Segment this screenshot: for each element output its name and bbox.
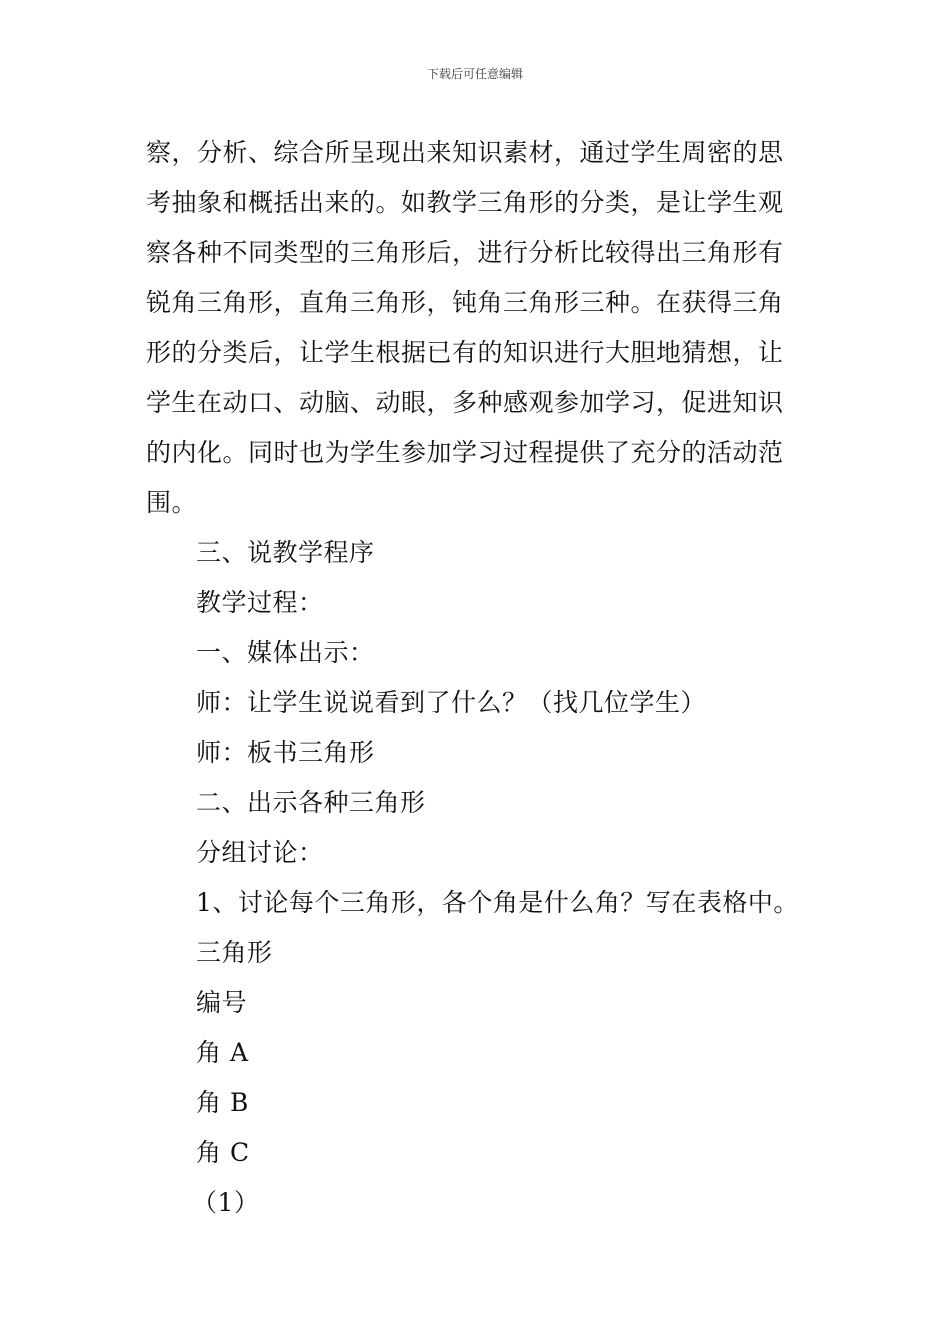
paragraph-line: 形的分类后，让学生根据已有的知识进行大胆地猜想，让 [146, 338, 784, 367]
table-header-cell: 角 C [196, 1138, 250, 1167]
table-header-cell: 角 B [196, 1088, 249, 1117]
paragraph-block [146, 128, 808, 528]
step-heading: 一、媒体出示： [196, 638, 375, 667]
dialogue-line: 师：让学生说说看到了什么？（找几位学生） [196, 688, 707, 717]
section-heading: 三、说教学程序 [196, 538, 375, 567]
dialogue-line: 师：板书三角形 [196, 738, 375, 767]
table-header-cell: 三角形 [196, 938, 273, 967]
page-header: 下载后可任意编辑 [426, 67, 523, 81]
document-body [146, 128, 808, 1228]
subheading: 分组讨论： [196, 838, 324, 867]
paragraph-line: 围。 [146, 488, 198, 517]
table-header-cell: 角 A [196, 1038, 249, 1067]
subheading: 教学过程： [196, 588, 324, 617]
paragraph-line: 察，分析、综合所呈现出来知识素材，通过学生周密的思 [146, 138, 784, 167]
table-row-label: （1） [192, 1188, 260, 1217]
paragraph-line: 锐角三角形，直角三角形，钝角三角形三种。在获得三角 [146, 288, 784, 317]
paragraph-line: 察各种不同类型的三角形后，进行分析比较得出三角形有 [146, 238, 784, 267]
paragraph-line: 的内化。同时也为学生参加学习过程提供了充分的活动范 [146, 438, 784, 467]
table-header-cell: 编号 [196, 988, 248, 1017]
paragraph-line: 学生在动口、动脑、动眼，多种感观参加学习，促进知识 [146, 388, 784, 417]
step-heading: 二、出示各种三角形 [196, 788, 426, 817]
paragraph-line: 考抽象和概括出来的。如教学三角形的分类，是让学生观 [146, 188, 784, 217]
instruction-line: 1、讨论每个三角形，各个角是什么角？写在表格中。 [196, 888, 799, 917]
